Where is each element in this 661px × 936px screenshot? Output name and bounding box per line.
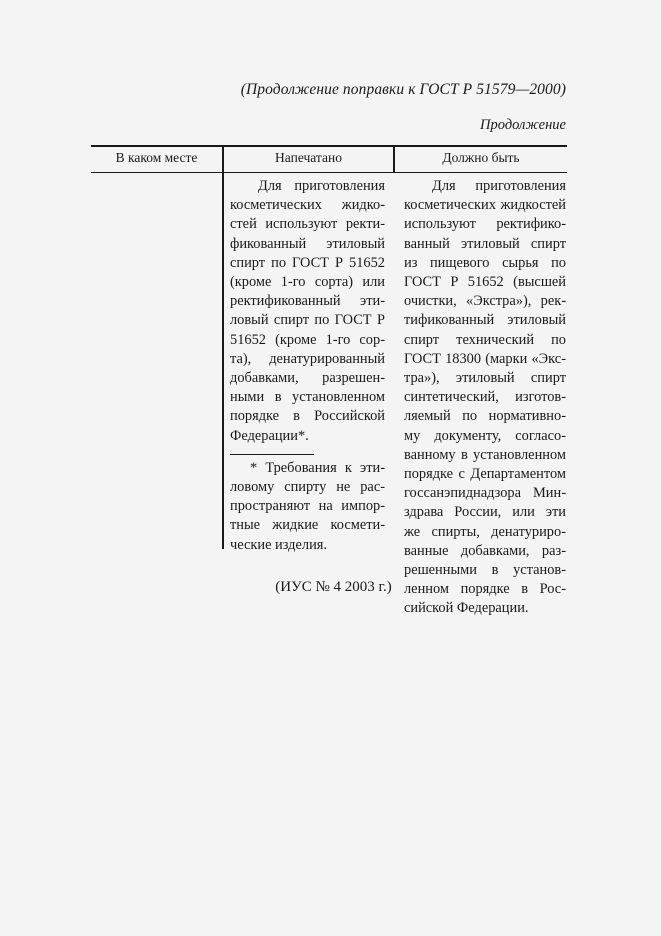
printed-text-cell — [230, 177, 385, 555]
text-line: стей используют ректи- — [230, 216, 385, 233]
text-line: Федерации*. — [230, 427, 309, 444]
text-line: ловому спирту не рас- — [230, 479, 385, 496]
text-line: ванный этиловый спирт — [404, 235, 566, 252]
footnote-rule — [230, 454, 314, 455]
text-line: та), денатурированный — [230, 350, 385, 367]
column-header-correct: Должно быть — [442, 150, 520, 165]
text-line: тные жидкие космети- — [230, 517, 385, 534]
amendment-header: (Продолжение поправки к ГОСТ Р 51579—2000) — [240, 81, 566, 98]
column-header-printed: Напечатано — [275, 150, 342, 165]
footnote-text — [230, 459, 385, 555]
text-line: ловый спирт по ГОСТ Р — [230, 312, 385, 329]
text-line: ляемый по нормативно- — [404, 408, 566, 425]
text-line: * Требования к эти- — [250, 459, 385, 476]
text-line: 51652 (кроме 1-го сор- — [230, 331, 385, 348]
text-line: (кроме 1-го сорта) или — [230, 274, 385, 291]
text-line: тификованный этиловый — [404, 312, 566, 329]
text-line: ленном порядке в Рос- — [404, 581, 566, 598]
table-header-rule — [91, 172, 567, 173]
ius-reference: (ИУС № 4 2003 г.) — [275, 579, 392, 595]
column-header-location: В каком месте — [115, 150, 198, 165]
text-line: используют ректифико- — [404, 216, 566, 233]
text-line: спирт по ГОСТ Р 51652 — [230, 254, 385, 271]
text-line: ванному в установленном — [404, 446, 566, 463]
correct-text — [404, 177, 566, 619]
text-line: спирт технический по — [404, 331, 566, 348]
text-line: порядке с Департаментом — [404, 466, 566, 483]
text-line: фикованный этиловый — [230, 235, 385, 252]
text-line: из пищевого сырья по — [404, 254, 566, 271]
text-line: ванные добавками, раз- — [404, 542, 566, 559]
text-line: ГОСТ Р 51652 (высшей — [404, 274, 566, 291]
text-line: сийской Федерации. — [404, 600, 529, 617]
table-top-rule — [91, 145, 567, 147]
correct-text-cell — [404, 177, 566, 619]
text-line: госсанэпиднадзора Мин- — [404, 485, 566, 502]
column-divider-1 — [222, 145, 224, 549]
text-line: порядке в Российской — [230, 408, 385, 425]
text-line: синтетический, изготов- — [404, 389, 566, 406]
text-line: ГОСТ 18300 (марки «Экс- — [404, 350, 566, 367]
text-line: очистки, «Экстра»), рек- — [404, 293, 566, 310]
text-line: решенными в установ- — [404, 562, 566, 579]
text-line: му документу, согласо- — [404, 427, 566, 444]
text-line: пространяют на импор- — [230, 498, 385, 515]
continuation-label: Продолжение — [480, 117, 566, 133]
text-line: здрава России, или эти — [404, 504, 566, 521]
printed-text — [230, 177, 385, 446]
text-line: ными в установленном — [230, 389, 385, 406]
text-line: ректификованный эти- — [230, 293, 385, 310]
text-line: добавками, разрешен- — [230, 370, 385, 387]
text-line: косметических жидко- — [230, 197, 385, 214]
text-line: же спирты, денатуриро- — [404, 523, 566, 540]
text-line: Для приготовления — [432, 178, 566, 194]
text-line: ческие изделия. — [230, 536, 327, 553]
text-line: Для приготовления — [258, 178, 385, 194]
text-line: косметических жидкостей — [404, 197, 566, 214]
text-line: тра»), этиловый спирт — [404, 370, 566, 387]
